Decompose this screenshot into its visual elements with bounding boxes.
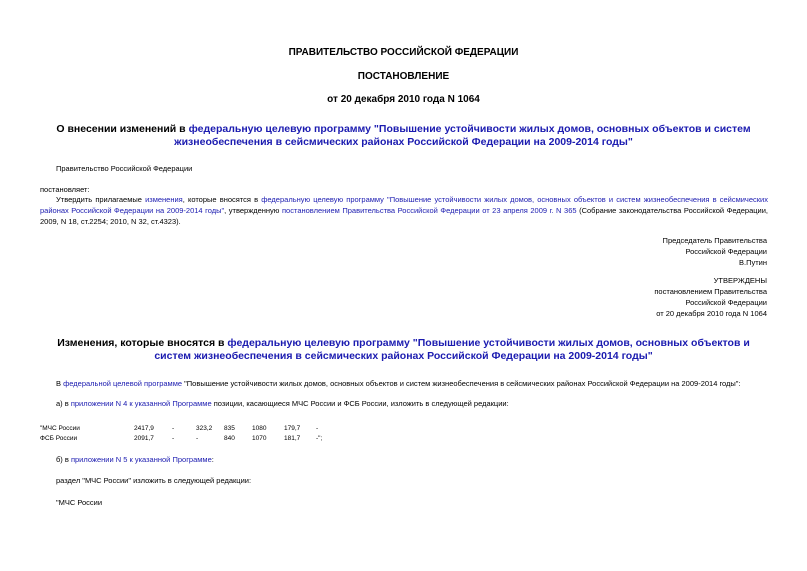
item-a-prefix: а) в — [56, 399, 71, 408]
table-cell: 2417,9 — [134, 424, 154, 432]
table-cell: 181,7 — [284, 434, 301, 442]
title-prefix: О внесении изменений в — [56, 123, 189, 135]
table-cell: -"; — [316, 434, 323, 442]
table-cell: "МЧС России — [40, 424, 80, 432]
approved-block — [654, 275, 767, 319]
approved-date: от 20 декабря 2010 года N 1064 — [656, 309, 767, 318]
p1-changes-link[interactable]: изменения — [145, 195, 183, 204]
table-cell: 1070 — [252, 434, 267, 442]
approved-country: Российской Федерации — [685, 298, 767, 307]
title-program-link[interactable]: федеральную целевую программу "Повышение устойчивости жилых домов, основных объектов и систем жизнеобеспечения в сейсмических районах Российской Федерации на 2009-2014 годы" — [174, 123, 751, 148]
signature-block — [663, 235, 767, 268]
government-title: ПРАВИТЕЛЬСТВО РОССИЙСКОЙ ФЕДЕРАЦИИ — [288, 47, 519, 58]
table-cell: - — [172, 424, 175, 432]
changes-intro — [56, 378, 776, 389]
table-cell: - — [196, 434, 199, 442]
changes-title-program-link[interactable]: федеральную целевую программу "Повышение устойчивости жилых домов, основных объектов и систем жизнеобеспечения в сейсмических районах Российской Федерации на 2009-2014 годы" — [154, 337, 750, 362]
p1-text-c: , утвержденную — [224, 206, 282, 215]
p1-decree-link[interactable]: постановлением Правительства Российской Федерации от 23 апреля 2009 г. N 365 — [281, 206, 577, 215]
doc-type: ПОСТАНОВЛЕНИЕ — [357, 71, 450, 82]
changes-intro-link[interactable]: федеральной целевой программе — [63, 379, 183, 388]
item-b — [56, 454, 214, 465]
gov-line: Правительство Российской Федерации — [56, 164, 193, 173]
paragraph-1 — [40, 194, 768, 227]
signature-name: В.Путин — [739, 258, 767, 267]
item-b-link[interactable]: приложении N 5 к указанной Программе — [70, 455, 212, 464]
table-row — [40, 433, 328, 443]
p1-text-d: (Собрание законодательства Российской Федерации, 2009, N 18, ст.2254; 2010, N 32, ст.4323). — [40, 206, 769, 226]
table-row — [40, 423, 328, 433]
item-a — [56, 398, 509, 409]
table-cell: - — [316, 424, 319, 432]
decree-word: постановляет: — [40, 185, 90, 194]
item-a-link[interactable]: приложении N 4 к указанной Программе — [70, 399, 212, 408]
last-line: "МЧС России — [56, 498, 103, 507]
document-title — [0, 123, 807, 149]
section-line: раздел "МЧС России" изложить в следующей редакции: — [56, 476, 252, 485]
table-cell: ФСБ России — [40, 434, 78, 442]
signature-position: Председатель Правительства — [662, 236, 767, 245]
p1-text-a: Утвердить прилагаемые — [56, 195, 146, 204]
date-line: от 20 декабря 2010 года N 1064 — [327, 94, 480, 105]
funding-table — [40, 423, 328, 443]
table-cell: 835 — [224, 424, 235, 432]
item-b-suffix: : — [211, 455, 214, 464]
table-cell: 179,7 — [284, 424, 301, 432]
approved-by: постановлением Правительства — [654, 287, 767, 296]
approved-heading: УТВЕРЖДЕНЫ — [713, 276, 767, 285]
signature-country: Российской Федерации — [685, 247, 767, 256]
table-cell: 323,2 — [196, 424, 213, 432]
changes-intro-a: В — [56, 379, 64, 388]
table-cell: 840 — [224, 434, 235, 442]
changes-title — [0, 337, 807, 363]
changes-title-prefix: Изменения, которые вносятся в — [57, 337, 228, 349]
item-b-prefix: б) в — [56, 455, 71, 464]
table-cell: 1080 — [252, 424, 267, 432]
table-cell: 2091,7 — [134, 434, 154, 442]
item-a-suffix: позиции, касающиеся МЧС России и ФСБ России, изложить в следующей редакции: — [211, 399, 509, 408]
table-cell: - — [172, 434, 175, 442]
changes-intro-b: "Повышение устойчивости жилых домов, основных объектов и систем жизнеобеспечения в сейсмических районах Российской Федерации на 2009-2014 годы": — [182, 379, 741, 388]
p1-text-b: , которые вносятся в — [182, 195, 262, 204]
p1-program-link[interactable]: федеральную целевую программу "Повышение устойчивости жилых домов, основных объектов и систем жизнеобеспечения в сейсмических районах Российской Федерации на 2009-2014 годы" — [40, 195, 768, 215]
